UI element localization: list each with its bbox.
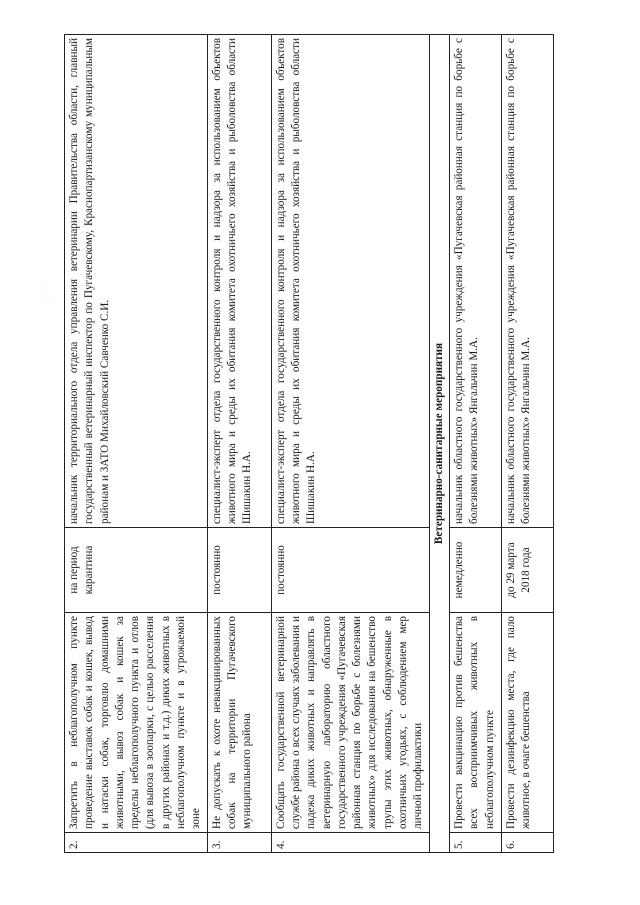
- action-cell: Провести вакцинацию против бешенства всех восприимчивых животных в неблагополучном пункте: [449, 613, 501, 833]
- responsible-cell: начальник областного государственного учреждения «Пугачевская районная станция по борьбе с болезнями животных» Янгальчин М.А.: [449, 35, 501, 528]
- responsible-cell: специалист-эксперт отдела государственного контроля и надзора за использованием объектов животного мира и среды их обитания комитета охотничьего хозяйства и рыболовства области Шишакин Н.А.: [271, 35, 429, 528]
- section-header-row: [429, 35, 449, 853]
- responsible-cell: специалист-эксперт отдела государственного контроля и надзора за использованием объектов животного мира и среды их обитания комитета охотничьего хозяйства и рыболовства области Шишакин Н.А.: [207, 35, 271, 528]
- term-cell: немедленно: [449, 528, 501, 613]
- term-cell: постоянно: [207, 528, 271, 613]
- responsible-cell: начальник территориального отдела управления ветеринарии Правительства области, главный государственный ветеринарный инспектор по Пугачевскому, Краснопартизанскому муниципальным районам и ЗАТО Михайловский Савченко С.И.: [65, 35, 208, 528]
- row-number: 5.: [449, 833, 501, 853]
- row-number: 6.: [501, 833, 553, 853]
- scan-speck: ·: [41, 283, 43, 289]
- action-plan-table: [64, 34, 554, 853]
- row-number: 4.: [271, 833, 429, 853]
- table-row: [501, 35, 553, 853]
- section-title: Ветеринарно-санитарные мероприятия: [429, 35, 449, 853]
- responsible-cell: начальник областного государственного учреждения «Пугачевская районная станция по борьбе с болезнями животных» Янгальчин М.А.: [501, 35, 553, 528]
- scan-speck: ·: [47, 295, 49, 301]
- action-cell: Сообщать государственной ветеринарной службе района о всех случаях заболевания и падежа диких животных и направлять в ветеринарную лабораторию областного государственного учреждения «Пугачевская районная станция по борьбе с болезнями животных» для исследования на бешенство трупы этих животных, обнаруженные в охотничьих угодьях, с соблюдением мер личной профилактики: [271, 613, 429, 833]
- term-cell: постоянно: [271, 528, 429, 613]
- row-number: 2.: [65, 833, 208, 853]
- action-cell: Запретить в неблагополучном пункте проведение выставок собак и кошек, вывод и натаски собак, торговлю домашними животными, вывоз собак и кошек за пределы неблагополучного пункта и отлов (для вывоза в зоопарки, с целью расселения в других районах и т.д.) диких животных в неблагополучном пункте и в угрожаемой зоне: [65, 613, 208, 833]
- term-cell: до 29 марта 2018 года: [501, 528, 553, 613]
- term-cell: на период карантина: [65, 528, 208, 613]
- table-row: [65, 35, 208, 853]
- scan-speck: ·: [45, 290, 47, 296]
- table-row: [207, 35, 271, 853]
- action-cell: Не допускать к охоте невакцинированных собак на территории Пугачевского муниципального района: [207, 613, 271, 833]
- action-cell: Провести дезинфекцию места, где пало животное, в очаге бешенства: [501, 613, 553, 833]
- row-number: 3.: [207, 833, 271, 853]
- table-row: [449, 35, 501, 853]
- table-row: [271, 35, 429, 853]
